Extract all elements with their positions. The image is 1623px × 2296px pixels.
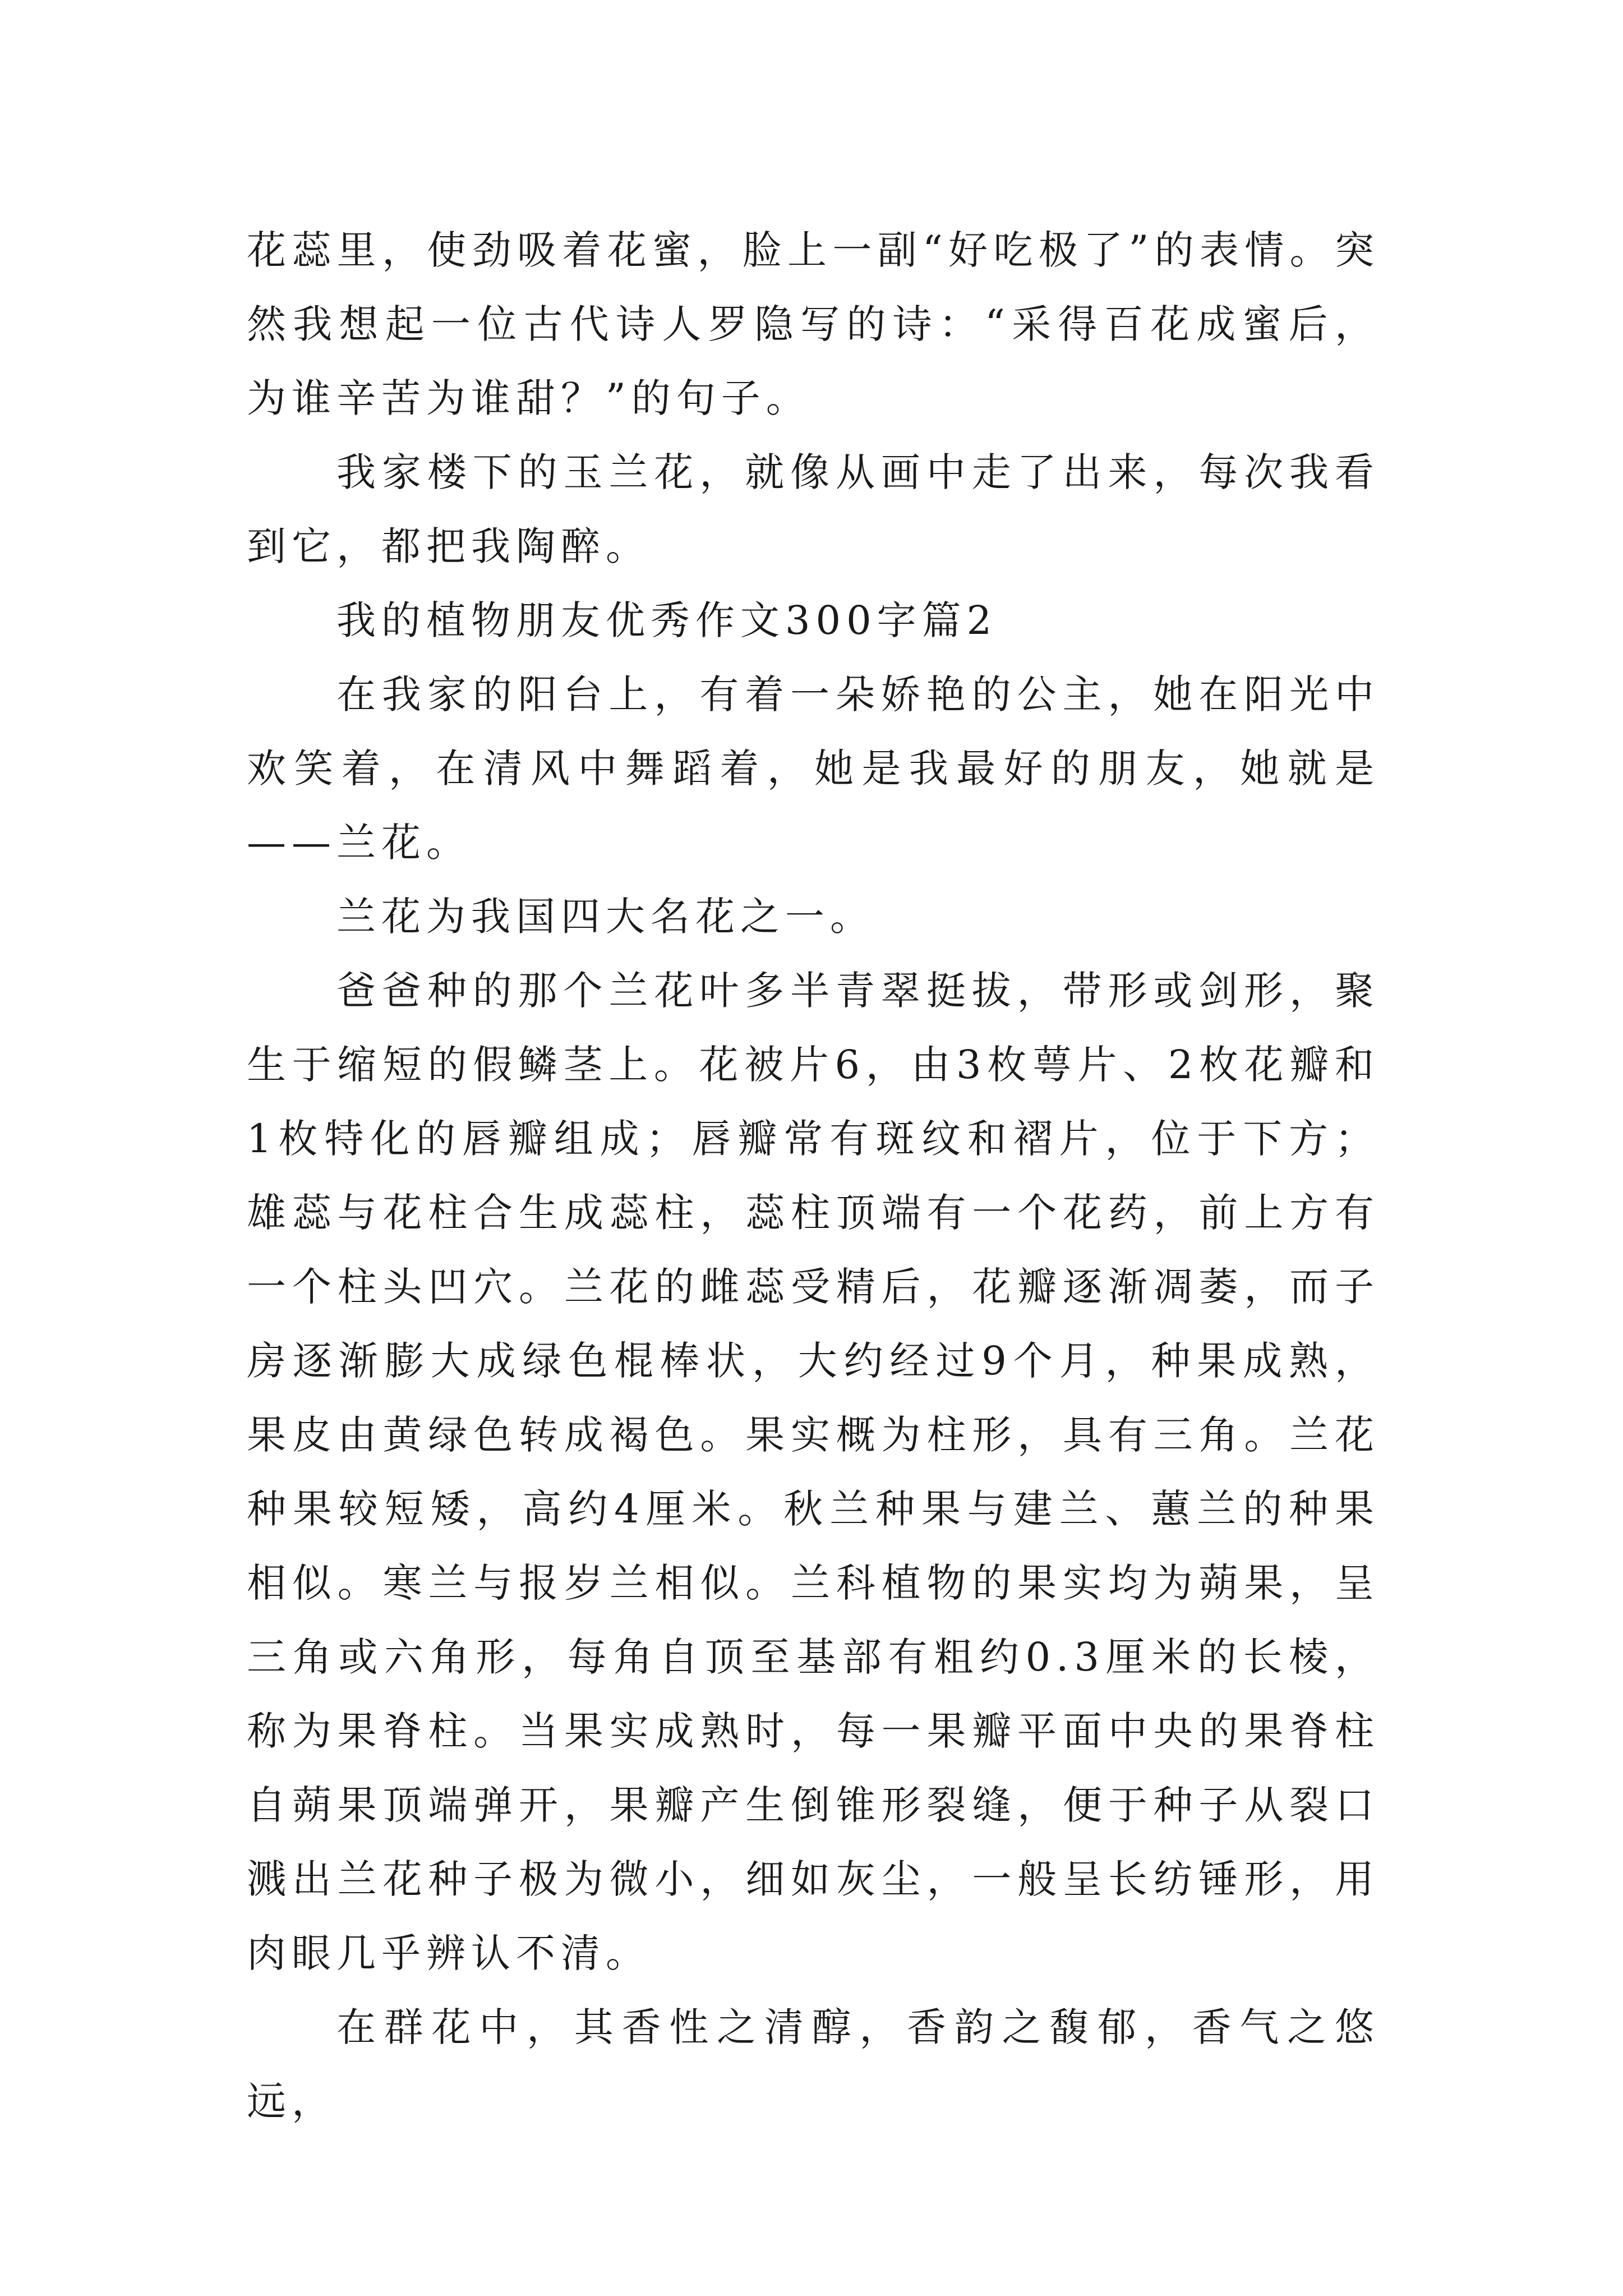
body-text [247,213,1380,2138]
paragraph-1: 花蕊里，使劲吸着花蜜，脸上一副“好吃极了”的表情。突然我想起一位古代诗人罗隐写的诗：“采得百花成蜜后，为谁辛苦为谁甜？”的句子。 [247,227,1380,421]
paragraph-5: 爸爸种的那个兰花叶多半青翠挺拔，带形或剑形，聚生于缩短的假鳞茎上。花被片6，由3枚萼片、2枚花瓣和1枚特化的唇瓣组成；唇瓣常有斑纹和褶片，位于下方；雄蕊与花柱合生成蕊柱，蕊柱顶端有一个花药，前上方有一个柱头凹穴。兰花的雌蕊受精后，花瓣逐渐凋萎，而子房逐渐膨大成绿色棍棒状，大约经过9个月，种果成熟，果皮由黄绿色转成褐色。果实概为柱形，具有三角。兰花种果较短矮，高约4厘米。秋兰种果与建兰、蕙兰的种果相似。寒兰与报岁兰相似。兰科植物的果实均为蒴果，呈三角或六角形，每角自顶至基部有粗约0.3厘米的长棱，称为果脊柱。当果实成熟时，每一果瓣平面中央的果脊柱自蒴果顶端弹开，果瓣产生倒锥形裂缝，便于种子从裂口溅出兰花种子极为微小，细如灰尘，一般呈长纺锤形，用肉眼几乎辨认不清。 [247,968,1380,1976]
section-heading: 我的植物朋友优秀作文300字篇2 [336,597,998,643]
paragraph-3: 在我家的阳台上，有着一朵娇艳的公主，她在阳光中欢笑着，在清风中舞蹈着，她是我最好的朋友，她就是——兰花。 [247,671,1380,866]
paragraph-4: 兰花为我国四大名花之一。 [336,894,875,940]
paragraph-6: 在群花中，其香性之清醇，香韵之馥郁，香气之悠远， [247,2004,1380,2124]
paragraph-2: 我家楼下的玉兰花，就像从画中走了出来，每次我看到它，都把我陶醉。 [247,449,1380,569]
